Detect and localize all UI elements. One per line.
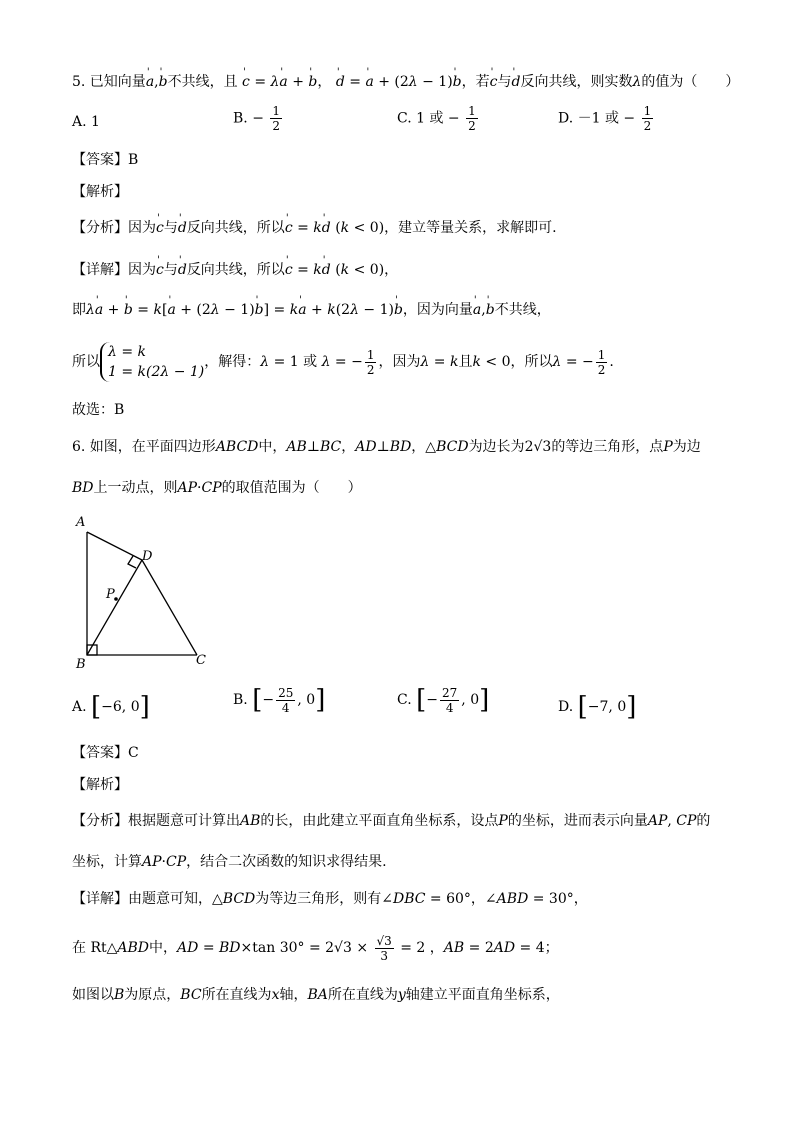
q6-analysis-1: 【分析】根据题意可计算出AB的长，由此建立平面直角坐标系，设点P的坐标，进而表示向量AP, CP的: [72, 813, 711, 829]
q5-option-c: C. 1 或 − $\frac{1}{2}$: [397, 104, 476, 133]
q6-option-b: B. [− $\frac{25}{4}$ , 0]: [233, 685, 326, 715]
q5-choice: 故选：B: [72, 402, 125, 418]
q5-option-a: A. 1: [72, 114, 100, 130]
q5-detail-2: 即λ' a + ' b = k[' a + (2λ − 1)' b] = k' a + k(2λ − 1)' b，因为向量' a,' b不共线，: [72, 300, 551, 320]
q5-detail-3: 所以λ = k 1 = k(2λ − 1)，解得：λ = 1 或 λ = − $\frac{1}{2}$ ，因为λ = k且k < 0，所以λ = − $\frac{1}{2}$ .: [72, 344, 614, 380]
q6-analysis-heading: 【解析】: [72, 777, 128, 793]
q6-option-c: C. [− $\frac{27}{4}$ , 0]: [397, 685, 490, 715]
label-b: B: [76, 657, 86, 672]
q6-stem-1: 6. 如图，在平面四边形ABCD中，AB⊥BC，AD⊥BD，△BCD为边长为2√3的等边三角形，点P为边: [72, 439, 701, 455]
q6-answer: 【答案】C: [72, 745, 139, 761]
q5-option-b: B. − $\frac{1}{2}$: [233, 104, 281, 133]
q5-option-d: D. －1 或 − $\frac{1}{2}$: [558, 104, 652, 133]
q6-option-d: D. [−7, 0]: [558, 692, 637, 722]
q5-answer: 【答案】B: [72, 152, 139, 168]
q5-stem: 5. 已知向量' a,' b不共线，且 ' c = λ' a + ' b， ' d = ' a + (2λ − 1)' b，若' c与' d反向共线，则实数λ的值为（ ）: [72, 72, 739, 92]
q6-detail-3: 如图以B为原点，BC所在直线为x轴，BA所在直线为y轴建立平面直角坐标系，: [72, 987, 560, 1003]
q5-analysis-heading: 【解析】: [72, 184, 128, 200]
q5-analysis: 【分析】因为' c与' d反向共线，所以' c = k' d (k < 0)，建立等量关系，求解即可.: [72, 218, 557, 238]
label-p: P: [106, 587, 115, 602]
q6-analysis-2: 坐标，计算AP·CP，结合二次函数的知识求得结果.: [72, 854, 387, 870]
q5-detail-1: 【详解】因为' c与' d反向共线，所以' c = k' d (k < 0)，: [72, 260, 398, 280]
label-c: C: [196, 653, 206, 668]
q6-stem-2: BD上一动点，则AP·CP的取值范围为（ ）: [72, 480, 362, 496]
label-a: A: [76, 515, 86, 530]
q6-option-a: A. [−6, 0]: [72, 692, 150, 722]
label-d: D: [142, 549, 153, 564]
q6-detail-2: 在 Rt△ABD中，AD = BD×tan 30° = 2√3 × $\frac{√3}{3}$ = 2 ，AB = 2AD = 4；: [72, 933, 559, 963]
q6-detail-1: 【详解】由题意可知，△BCD为等边三角形，则有∠DBC = 60°，∠ABD = 30°，: [72, 891, 588, 907]
q6-figure: [70, 512, 220, 672]
